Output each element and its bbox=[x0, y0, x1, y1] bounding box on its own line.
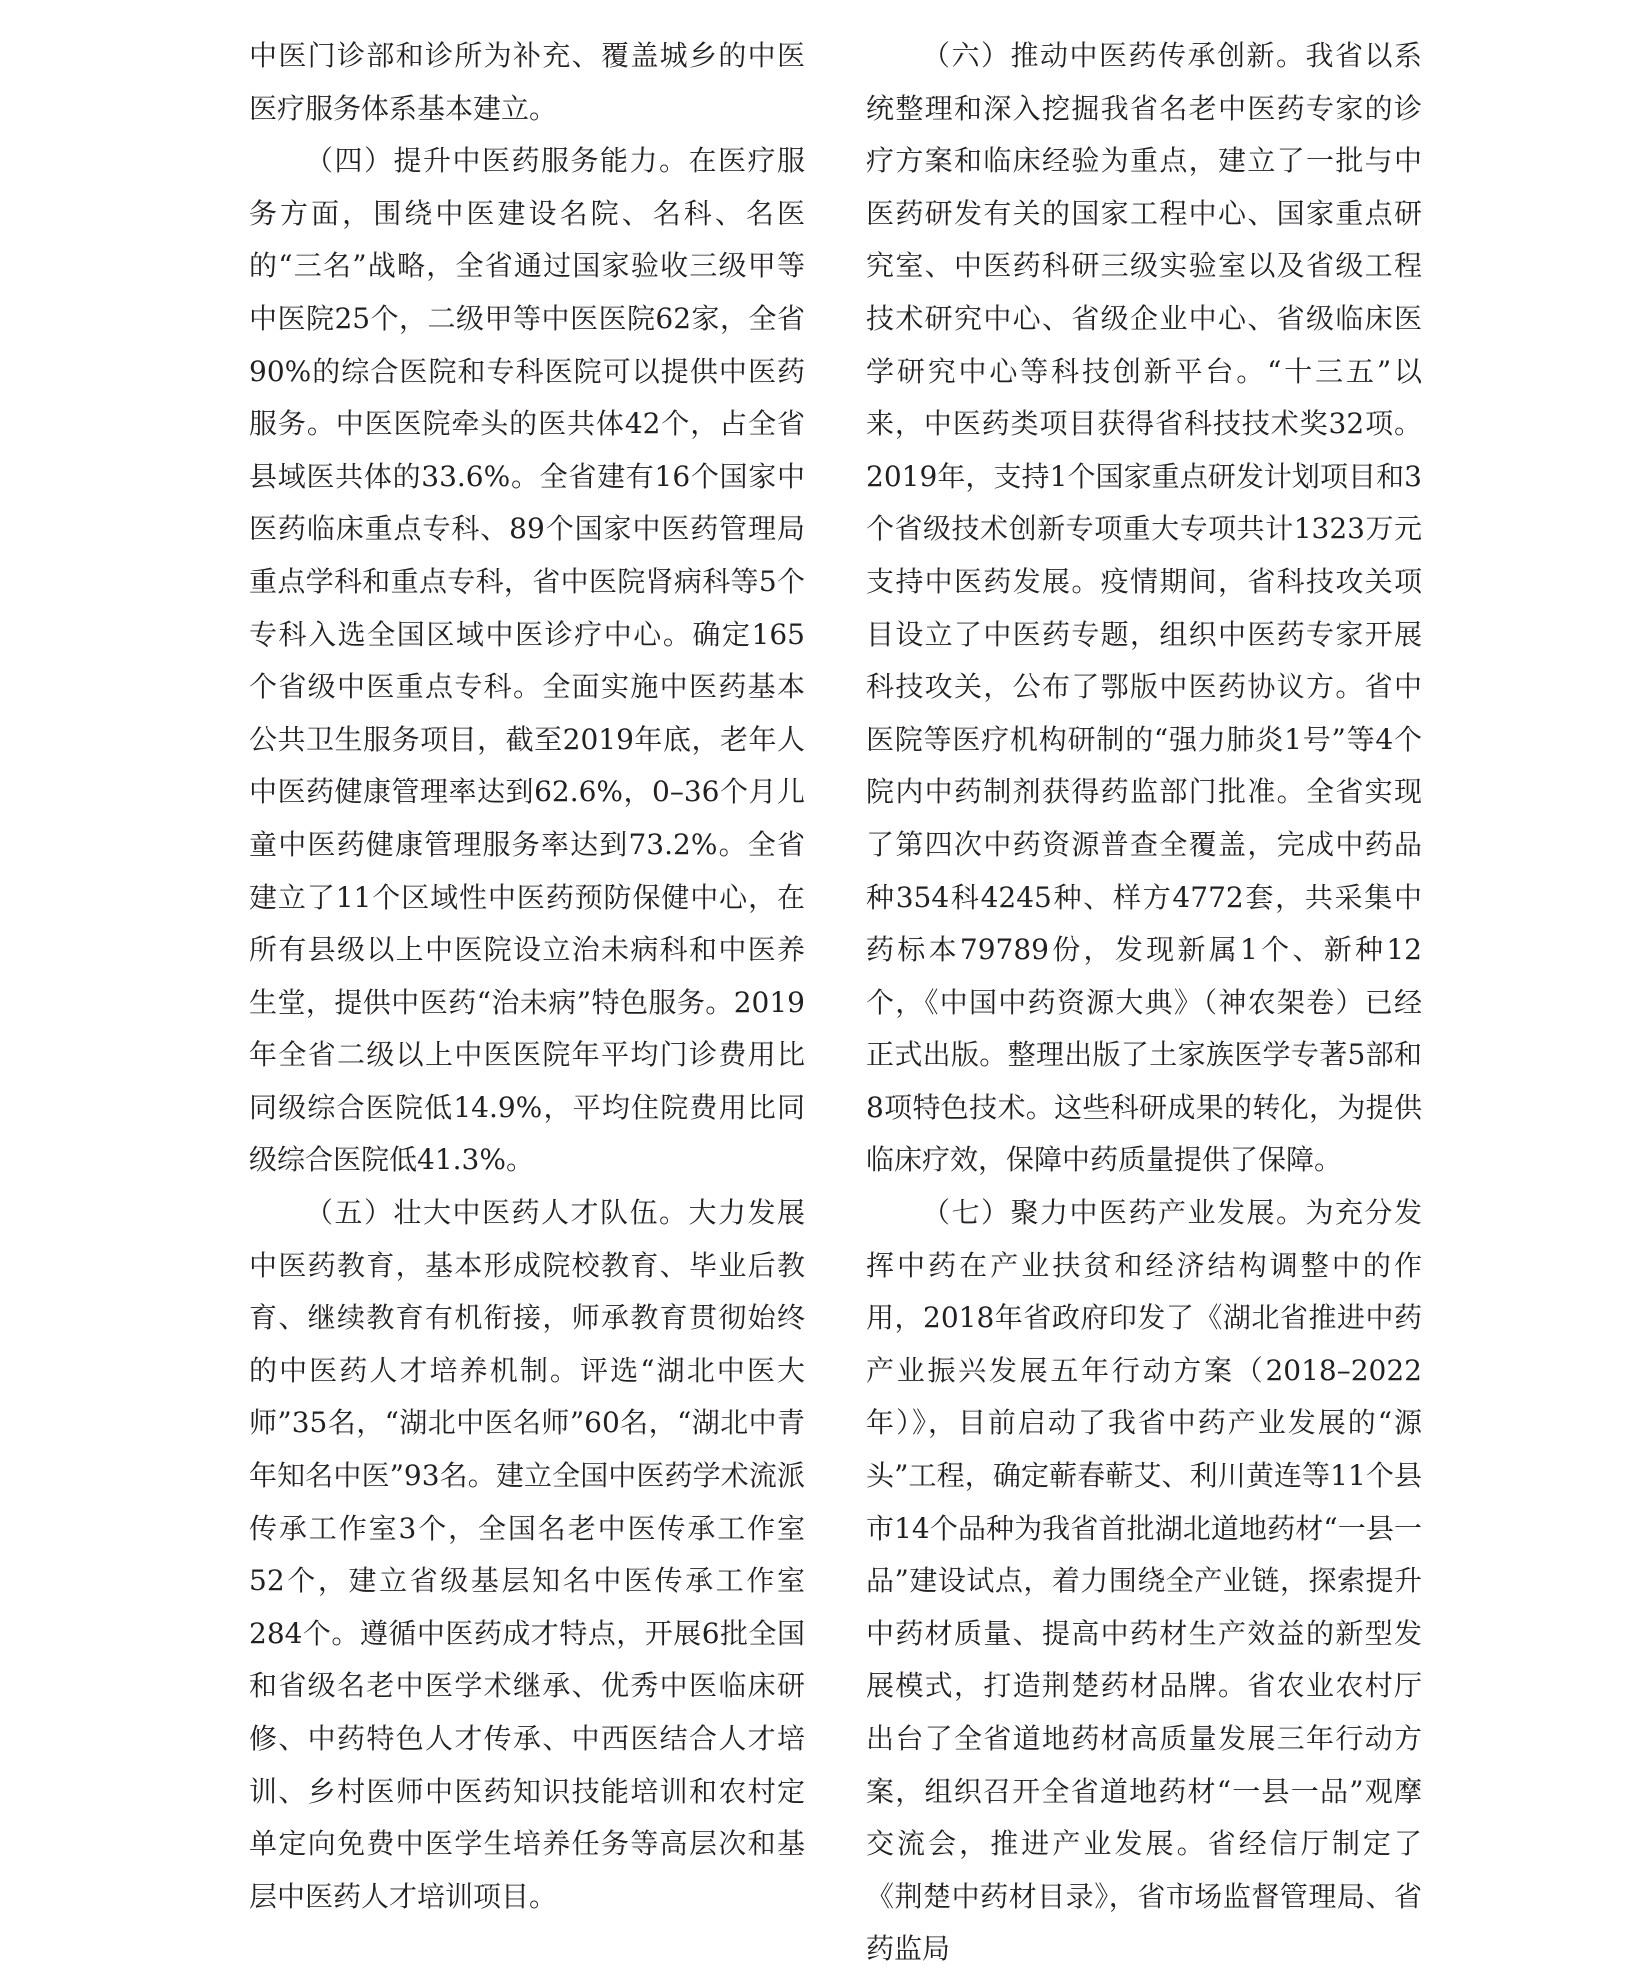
paragraph-service-system-end: 中医门诊部和诊所为补充、覆盖城乡的中医医疗服务体系基本建立。 bbox=[249, 39, 805, 125]
left-column bbox=[249, 30, 805, 1923]
paragraph-section-6-innovation: （六）推动中医药传承创新。我省以系统整理和深入挖掘我省名老中医药专家的诊疗方案和临床经验为重点，建立了一批与中医药研发有关的国家工程中心、国家重点研究室、中医药科研三级实验室以及省级工程技术研究中心、省级企业中心、省级临床医学研究中心等科技创新平台。“十三五”以来，中医药类项目获得省科技技术奖32项。2019年，支持1个国家重点研发计划项目和3个省级技术创新专项重大专项共计1323万元支持中医药发展。疫情期间，省科技攻关项目设立了中医药专题，组织中医药专家开展科技攻关，公布了鄂版中医药协议方。省中医院等医疗机构研制的“强力肺炎1号”等4个院内中药制剂获得药监部门批准。全省实现了第四次中药资源普查全覆盖，完成中药品种354科4245种、样方4772套，共采集中药标本79789份，发现新属1个、新种12个，《中国中药资源大典》（神农架卷）已经正式出版。整理出版了土家族医学专著5部和8项特色技术。这些科研成果的转化，为提供临床疗效，保障中药质量提供了保障。 bbox=[866, 39, 1422, 1177]
right-column bbox=[866, 30, 1422, 1976]
paragraph-section-5-talent-team: （五）壮大中医药人才队伍。大力发展中医药教育，基本形成院校教育、毕业后教育、继续教育有机衔接，师承教育贯彻始终的中医药人才培养机制。评选“湖北中医大师”35名，“湖北中医名师”60名，“湖北中青年知名中医”93名。建立全国中医药学术流派传承工作室3个，全国名老中医传承工作室52个，建立省级基层知名中医传承工作室284个。遵循中医药成才特点，开展6批全国和省级名老中医学术继承、优秀中医临床研修、中药特色人才传承、中西医结合人才培训、乡村医师中医药知识技能培训和农村定单定向免费中医学生培养任务等高层次和基层中医药人才培训项目。 bbox=[249, 1196, 805, 1913]
paragraph-section-4-service-capacity: （四）提升中医药服务能力。在医疗服务方面，围绕中医建设名院、名科、名医的“三名”战略，全省通过国家验收三级甲等中医院25个，二级甲等中医医院62家，全省90%的综合医院和专科医院可以提供中医药服务。中医医院牵头的医共体42个，占全省县域医共体的33.6%。全省建有16个国家中医药临床重点专科、89个国家中医药管理局重点学科和重点专科，省中医院肾病科等5个专科入选全国区域中医诊疗中心。确定165个省级中医重点专科。全面实施中医药基本公共卫生服务项目，截至2019年底，老年人中医药健康管理率达到62.6%，0–36个月儿童中医药健康管理服务率达到73.2%。全省建立了11个区域性中医药预防保健中心，在所有县级以上中医院设立治未病科和中医养生堂，提供中医药“治未病”特色服务。2019年全省二级以上中医医院年平均门诊费用比同级综合医院低14.9%，平均住院费用比同级综合医院低41.3%。 bbox=[249, 144, 805, 1177]
paragraph-section-7-industry: （七）聚力中医药产业发展。为充分发挥中药在产业扶贫和经济结构调整中的作用，2018年省政府印发了《湖北省推进中药产业振兴发展五年行动方案（2018–2022年）》，目前启动了我省中药产业发展的“源头”工程，确定蕲春蕲艾、利川黄连等11个县市14个品种为我省首批湖北道地药材“一县一品”建设试点，着力围绕全产业链，探索提升中药材质量、提高中药材生产效益的新型发展模式，打造荆楚药材品牌。省农业农村厅出台了全省道地药材高质量发展三年行动方案，组织召开全省道地药材“一县一品”观摩交流会，推进产业发展。省经信厅制定了《荆楚中药材目录》，省市场监督管理局、省药监局 bbox=[866, 1196, 1422, 1966]
